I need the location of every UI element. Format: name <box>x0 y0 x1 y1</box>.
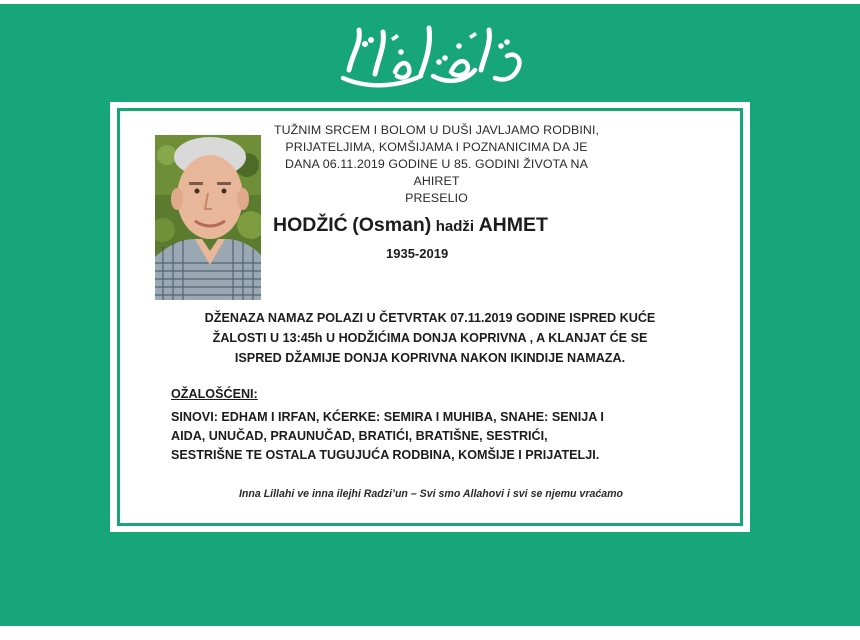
life-years: 1935-2019 <box>386 246 449 261</box>
funeral-line: DŽENAZA NAMAZ POLAZI U ČETVRTAK 07.11.2019 GODINE ISPRED KUĆE <box>204 311 656 325</box>
honorific-title: hadži <box>435 218 475 235</box>
calligraphy-text: ارتحال دار بقا <box>427 94 433 95</box>
intro-line: DANA 06.11.2019 GODINE U 85. GODINI ŽIVOTA NA AHIRET <box>285 157 588 188</box>
mourners-list <box>171 408 701 465</box>
closing-quote: Inna Lillahi ve inna ilejhi Radzi’un – Svi smo Allahovi i svi se njemu vraćamo <box>238 488 624 500</box>
green-background <box>0 4 860 626</box>
notice-border <box>117 108 743 526</box>
portrait-photo <box>155 135 261 300</box>
first-name: AHMET <box>478 214 548 236</box>
deceased-name <box>273 214 673 237</box>
arabic-calligraphy-emblem-icon <box>335 22 525 96</box>
funeral-line: ISPRED DŽAMIJE DONJA KOPRIVNA NAKON IKINDIJE NAMAZA. <box>234 351 626 365</box>
mourners-heading: OŽALOŠĆENI: <box>171 387 258 401</box>
funeral-line: ŽALOSTI U 13:45h U HODŽIĆIMA DONJA KOPRIVNA , A KLANJAT ĆE SE <box>212 331 648 345</box>
funeral-details <box>160 308 700 368</box>
intro-line: TUŽNIM SRCEM I BOLOM U DUŠI JAVLJAMO RODBINI, <box>273 123 600 137</box>
mourners-line: SINOVI: EDHAM I IRFAN, KĆERKE: SEMIRA I MUHIBA, SNAHE: SENIJA I <box>171 410 604 424</box>
mourners-line: AIDA, UNUČAD, PRAUNUČAD, BRATIĆI, BRATIŠNE, SESTRIĆI, <box>171 429 548 443</box>
portrait-icon <box>155 135 261 300</box>
father-name: (Osman) <box>352 214 432 236</box>
mourners-line: SESTRIŠNE TE OSTALA TUGUJUĆA RODBINA, KOMŠIJE I PRIJATELJI. <box>171 448 600 462</box>
intro-line: PRESELIO <box>405 191 468 205</box>
intro-line: PRIJATELJIMA, KOMŠIJAMA I POZNANICIMA DA JE <box>285 140 588 154</box>
intro-announcement <box>270 122 603 207</box>
surname: HODŽIĆ <box>273 214 348 236</box>
notice-card <box>110 102 750 532</box>
